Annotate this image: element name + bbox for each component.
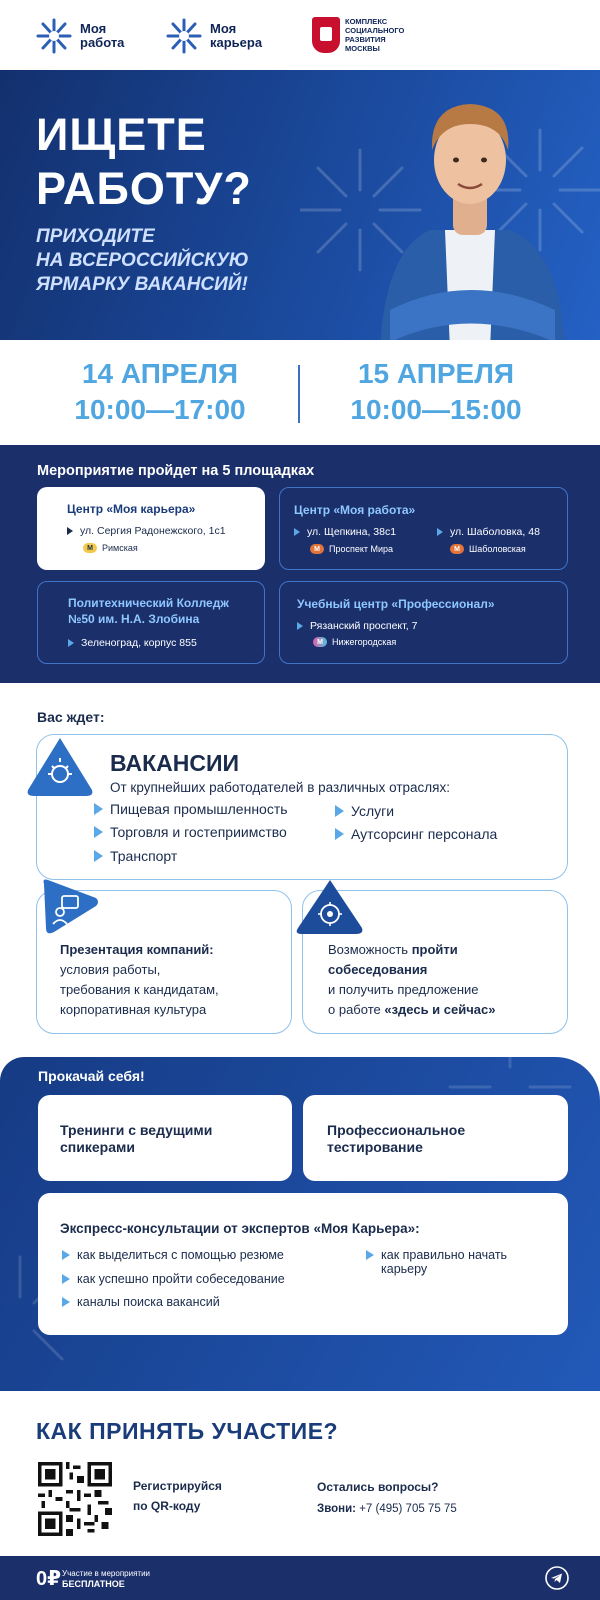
consultations-title: Экспресс-консультации от экспертов «Моя Карьера»: [60, 1221, 420, 1236]
presentation-line: требования к кандидатам, [60, 982, 219, 997]
venue-card-college [37, 581, 265, 664]
presentation-line: корпоративная культура [60, 1002, 207, 1017]
hero-banner [0, 70, 600, 340]
dates-section [0, 340, 600, 445]
free-line1: Участие в мероприятии [62, 1569, 151, 1578]
participate-heading: КАК ПРИНЯТЬ УЧАСТИЕ? [36, 1418, 339, 1444]
list-item [62, 1272, 285, 1286]
metro-text: Римская [102, 543, 138, 553]
venue-metro [83, 543, 138, 553]
metro-icon: М [310, 544, 324, 554]
questions-text: Остались вопросы? [317, 1480, 439, 1494]
address-text: ул. Шаболовка, 48 [450, 526, 540, 538]
venue-metro [313, 637, 396, 647]
venues-section [0, 445, 600, 683]
date-day1: 14 АПРЕЛЯ 10:00—17:00 [74, 358, 246, 425]
venue-card-moya-rabota [279, 487, 568, 570]
list-item [335, 803, 394, 819]
vacancies-icon [26, 736, 94, 800]
logo-text: КОМПЛЕКС СОЦИАЛЬНОГО РАЗВИТИЯ МОСКВЫ [345, 17, 405, 53]
qr-code[interactable] [38, 1462, 112, 1536]
bullet-icon [68, 639, 74, 647]
list-text: Услуги [351, 803, 395, 819]
vacancies-subtitle: От крупнейших работодателей в различных отраслях: [110, 780, 450, 795]
burst-logo-icon [166, 18, 202, 54]
skills-heading: Прокачай себя! [38, 1068, 145, 1084]
list-item [366, 1248, 507, 1276]
waiting-heading: Вас ждет: [37, 709, 105, 725]
address-text: Рязанский проспект, 7 [310, 620, 418, 632]
list-item [94, 824, 287, 840]
bullet-icon [366, 1250, 374, 1260]
bullet-icon [94, 826, 103, 838]
metro-text: Шаболовская [469, 544, 526, 554]
venue-title: Учебный центр «Профессионал» [297, 597, 495, 611]
venue-metro [450, 544, 526, 554]
venue-title: Центр «Моя карьера» [67, 502, 196, 516]
list-item [94, 801, 288, 817]
presentation-title: Презентация компаний: [60, 942, 214, 957]
venue-card-moya-karera [37, 487, 265, 570]
venue-address [297, 620, 417, 632]
telegram-icon[interactable] [545, 1566, 569, 1590]
logo-moya-karera [166, 18, 262, 54]
skills-section [0, 1057, 600, 1391]
bullet-icon [94, 803, 103, 815]
testing-text: Профессиональное тестирование [327, 1122, 466, 1155]
venue-address [68, 637, 197, 649]
bullet-icon [94, 850, 103, 862]
bullet-icon [437, 528, 443, 536]
list-item [62, 1295, 220, 1309]
free-line2: БЕСПЛАТНОЕ [62, 1579, 125, 1589]
logo-moya-rabota [36, 18, 124, 54]
consultations-card [38, 1193, 568, 1335]
phone-number[interactable]: +7 (495) 705 75 75 [359, 1503, 457, 1515]
list-text: каналы поиска вакансий [77, 1295, 220, 1309]
metro-icon: М [450, 544, 464, 554]
venue-metro [310, 544, 393, 554]
bullet-icon [67, 527, 73, 535]
list-item [335, 826, 497, 842]
list-text: Пищевая промышленность [110, 801, 288, 817]
bullet-icon [62, 1250, 70, 1260]
list-text: как выделиться с помощью резюме [77, 1248, 284, 1262]
address-text: Зеленоград, корпус 855 [81, 637, 197, 649]
metro-icon: М [313, 637, 327, 647]
venue-card-professional [279, 581, 568, 664]
free-text [62, 1569, 150, 1589]
vacancies-title: ВАКАНСИИ [110, 750, 240, 776]
presentation-icon [40, 878, 100, 936]
interview-line: Возможность [328, 942, 412, 957]
list-text: Торговля и гостеприимство [110, 824, 287, 840]
bullet-icon [294, 528, 300, 536]
list-text: Аутсорсинг персонала [351, 826, 498, 842]
metro-text: Нижегородская [332, 637, 397, 647]
interview-text [328, 940, 495, 1020]
phone-line [317, 1503, 457, 1515]
metro-text: Проспект Мира [329, 544, 394, 554]
address-text: ул. Сергия Радонежского, 1с1 [80, 525, 226, 537]
phone-label: Звони: [317, 1503, 356, 1515]
venue-address [437, 526, 540, 538]
bullet-icon [335, 805, 344, 817]
logo-text: Моя работа [80, 21, 125, 50]
interview-bold: собеседования [328, 962, 428, 977]
interview-bold: «здесь и сейчас» [384, 1002, 496, 1017]
list-item [94, 848, 177, 864]
venue-address [294, 526, 396, 538]
interview-bold: пройти [411, 942, 458, 957]
presentation-line: условия работы, [60, 962, 161, 977]
list-item [62, 1248, 284, 1262]
list-text: как правильно начать карьеру [381, 1248, 508, 1276]
logo-text: Моя карьера [210, 21, 263, 50]
hero-title: ИЩЕТЕ РАБОТУ? [36, 109, 252, 214]
metro-icon: М [83, 543, 97, 553]
register-text: Регистрируйся по QR-коду [133, 1479, 222, 1513]
presentation-text [60, 940, 219, 1020]
venue-title: Центр «Моя работа» [294, 503, 416, 517]
bullet-icon [62, 1274, 70, 1284]
venue-address [67, 525, 226, 537]
moscow-crest-icon [312, 17, 340, 53]
training-text: Тренинги с ведущими спикерами [60, 1122, 213, 1155]
interview-line: и получить предложение [328, 982, 479, 997]
testing-card [303, 1095, 568, 1181]
divider [298, 365, 300, 423]
burst-logo-icon [36, 18, 72, 54]
free-icon: 0₽ [36, 1568, 62, 1590]
hero-subtitle: ПРИХОДИТЕ НА ВСЕРОССИЙСКУЮ ЯРМАРКУ ВАКАНСИЙ! [36, 226, 249, 295]
list-text: Транспорт [110, 848, 178, 864]
bullet-icon [335, 828, 344, 840]
bullet-icon [62, 1297, 70, 1307]
list-text: как успешно пройти собеседование [77, 1272, 285, 1286]
bullet-icon [297, 622, 303, 630]
footer-bar [0, 1556, 600, 1600]
logo-moscow-complex [312, 17, 404, 53]
interview-line: о работе [328, 1002, 385, 1017]
man-photo [370, 80, 570, 340]
venues-heading: Мероприятие пройдет на 5 площадках [37, 463, 315, 479]
address-text: ул. Щепкина, 38с1 [307, 526, 397, 538]
date-day2: 15 АПРЕЛЯ 10:00—15:00 [350, 358, 522, 425]
training-card [38, 1095, 292, 1181]
venue-title: Политехнический Колледж №50 им. Н.А. Злобина [68, 596, 229, 626]
interview-icon [294, 878, 364, 936]
